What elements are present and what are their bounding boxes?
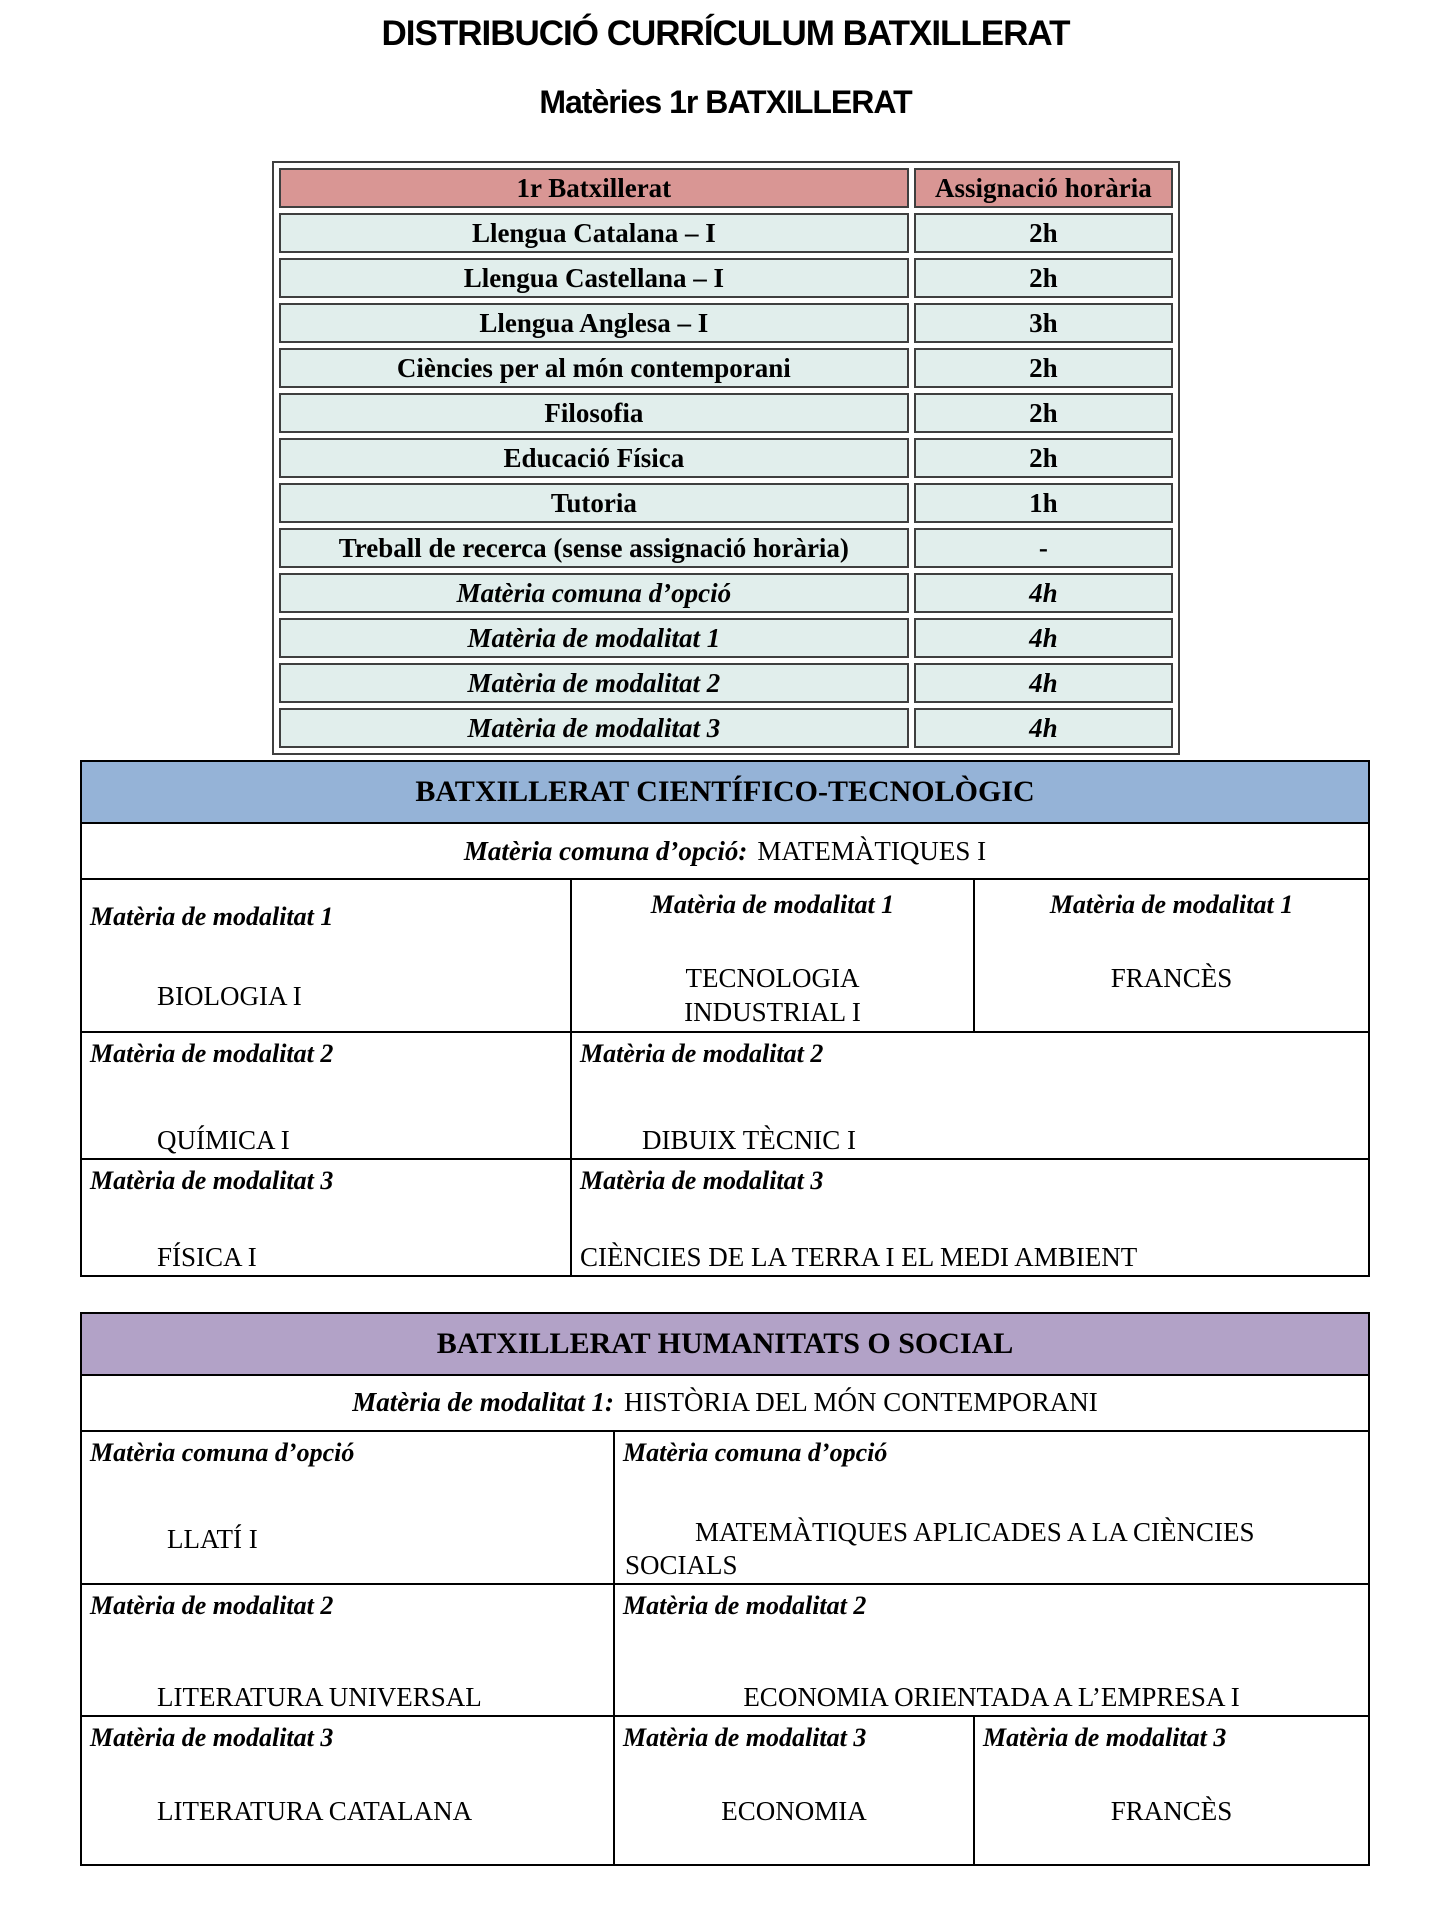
cell-subject: DIBUIX TÈCNIC I: [642, 1125, 856, 1155]
humanities-banner-row: [81, 1313, 1369, 1375]
cell-subject: QUÍMICA I: [157, 1125, 290, 1155]
table-row: [279, 393, 1173, 433]
comuna-label: Matèria comuna d’opció:: [463, 835, 748, 866]
cell-economia: [614, 1716, 974, 1865]
cell-quimica: [81, 1032, 571, 1159]
cell-label: Matèria de modalitat 3: [90, 1722, 334, 1752]
cell-label: Matèria de modalitat 1: [1049, 890, 1294, 919]
hours-table-header-row: [279, 168, 1173, 208]
cell-label: Matèria de modalitat 3: [983, 1722, 1227, 1752]
hours-cell: 2h: [914, 258, 1172, 298]
humanities-modalitat1-row: [81, 1375, 1369, 1431]
hours-header-hours: Assignació horària: [914, 168, 1172, 208]
subject-cell: Matèria de modalitat 2: [279, 663, 910, 703]
subject-cell: Llengua Castellana – I: [279, 258, 910, 298]
cell-subject: ECONOMIA ORIENTADA A L’EMPRESA I: [743, 1682, 1240, 1712]
science-comuna-cell: [81, 823, 1369, 879]
cell-label: Matèria de modalitat 3: [580, 1165, 824, 1195]
humanities-table: [80, 1312, 1370, 1866]
science-modalitat1-row: [81, 879, 1369, 1032]
cell-label: Matèria de modalitat 2: [90, 1039, 334, 1068]
cell-subject: FRANCÈS: [1110, 963, 1233, 993]
humanities-banner: BATXILLERAT HUMANITATS O SOCIAL: [81, 1313, 1369, 1375]
science-modalitat3-row: [81, 1159, 1369, 1276]
subject-cell: Treball de recerca (sense assignació horària): [279, 528, 910, 568]
table-row: [279, 438, 1173, 478]
modalitat1-value: HISTÒRIA DEL MÓN CONTEMPORANI: [624, 1387, 1098, 1417]
subject-cell: Tutoria: [279, 483, 910, 523]
subject-cell: Matèria de modalitat 1: [279, 618, 910, 658]
hours-cell: -: [914, 528, 1172, 568]
cell-fisica: [81, 1159, 571, 1276]
cell-tecnologia: [571, 879, 974, 1032]
subject-cell: Ciències per al món contemporani: [279, 348, 910, 388]
document-title: DISTRIBUCIÓ CURRÍCULUM BATXILLERAT: [381, 14, 1070, 53]
hours-cell: 1h: [914, 483, 1172, 523]
table-row: [279, 303, 1173, 343]
cell-subject: LITERATURA UNIVERSAL: [157, 1682, 482, 1712]
subject-cell: Filosofia: [279, 393, 910, 433]
science-banner: BATXILLERAT CIENTÍFICO-TECNOLÒGIC: [81, 761, 1369, 823]
hours-cell: 4h: [914, 618, 1172, 658]
science-comuna-row: [81, 823, 1369, 879]
table-row: [279, 258, 1173, 298]
cell-ciencies-terra: [571, 1159, 1369, 1276]
comuna-value: MATEMÀTIQUES I: [757, 835, 987, 866]
cell-label: Matèria comuna d’opció: [623, 1437, 888, 1467]
cell-subject: LLATÍ I: [167, 1523, 258, 1554]
science-banner-row: [81, 761, 1369, 823]
hours-table: [272, 161, 1180, 755]
hours-cell: 2h: [914, 438, 1172, 478]
cell-llati: [81, 1431, 614, 1585]
hours-cell: 2h: [914, 348, 1172, 388]
subject-cell: Matèria de modalitat 3: [279, 708, 910, 748]
humanities-modalitat2-row: [81, 1584, 1369, 1716]
cell-label: Matèria comuna d’opció: [90, 1437, 355, 1467]
modalitat1-label: Matèria de modalitat 1:: [352, 1387, 614, 1417]
subject-cell: Llengua Catalana – I: [279, 213, 910, 253]
science-modalitat2-row: [81, 1032, 1369, 1159]
cell-subject: ECONOMIA: [721, 1795, 867, 1826]
table-row: [279, 528, 1173, 568]
table-row: [279, 663, 1173, 703]
cell-subject: MATEMÀTIQUES APLICADES A LA CIÈNCIES SOCIALS: [625, 1516, 1255, 1581]
table-row: [279, 483, 1173, 523]
cell-literatura-universal: [81, 1584, 614, 1716]
cell-matematiques-aplicades: [614, 1431, 1369, 1585]
cell-label: Matèria de modalitat 1: [90, 902, 334, 931]
subject-cell: Educació Física: [279, 438, 910, 478]
cell-label: Matèria de modalitat 2: [580, 1039, 824, 1068]
cell-label: Matèria de modalitat 1: [650, 890, 895, 919]
cell-frances-ciencies: [974, 879, 1369, 1032]
cell-subject: LITERATURA CATALANA: [157, 1795, 473, 1826]
cell-biologia: [81, 879, 571, 1032]
cell-subject: FRANCÈS: [1110, 1795, 1233, 1826]
hours-cell: 2h: [914, 393, 1172, 433]
cell-dibuix: [571, 1032, 1369, 1159]
hours-cell: 4h: [914, 708, 1172, 748]
hours-cell: 4h: [914, 573, 1172, 613]
cell-label: Matèria de modalitat 2: [90, 1591, 334, 1620]
document-subtitle: Matèries 1r BATXILLERAT: [539, 84, 912, 120]
cell-label: Matèria de modalitat 2: [623, 1591, 867, 1620]
hours-cell: 4h: [914, 663, 1172, 703]
humanities-modalitat3-row: [81, 1716, 1369, 1865]
table-row: [279, 618, 1173, 658]
table-row: [279, 708, 1173, 748]
cell-subject: FÍSICA I: [157, 1241, 257, 1272]
cell-frances: [974, 1716, 1369, 1865]
hours-header-subject: 1r Batxillerat: [279, 168, 910, 208]
cell-literatura-catalana: [81, 1716, 614, 1865]
subject-cell: Llengua Anglesa – I: [279, 303, 910, 343]
cell-economia-empresa: [614, 1584, 1369, 1716]
cell-subject: BIOLOGIA I: [157, 981, 302, 1011]
subject-cell: Matèria comuna d’opció: [279, 573, 910, 613]
cell-subject: TECNOLOGIA INDUSTRIAL I: [684, 963, 861, 1027]
science-table: [80, 760, 1370, 1277]
table-row: [279, 348, 1173, 388]
cell-label: Matèria de modalitat 3: [623, 1722, 867, 1752]
hours-cell: 2h: [914, 213, 1172, 253]
table-row: [279, 573, 1173, 613]
humanities-comuna-row: [81, 1431, 1369, 1585]
hours-cell: 3h: [914, 303, 1172, 343]
humanities-modalitat1-cell: [81, 1375, 1369, 1431]
cell-label: Matèria de modalitat 3: [90, 1165, 334, 1195]
cell-subject: CIÈNCIES DE LA TERRA I EL MEDI AMBIENT: [580, 1241, 1138, 1272]
table-row: [279, 213, 1173, 253]
